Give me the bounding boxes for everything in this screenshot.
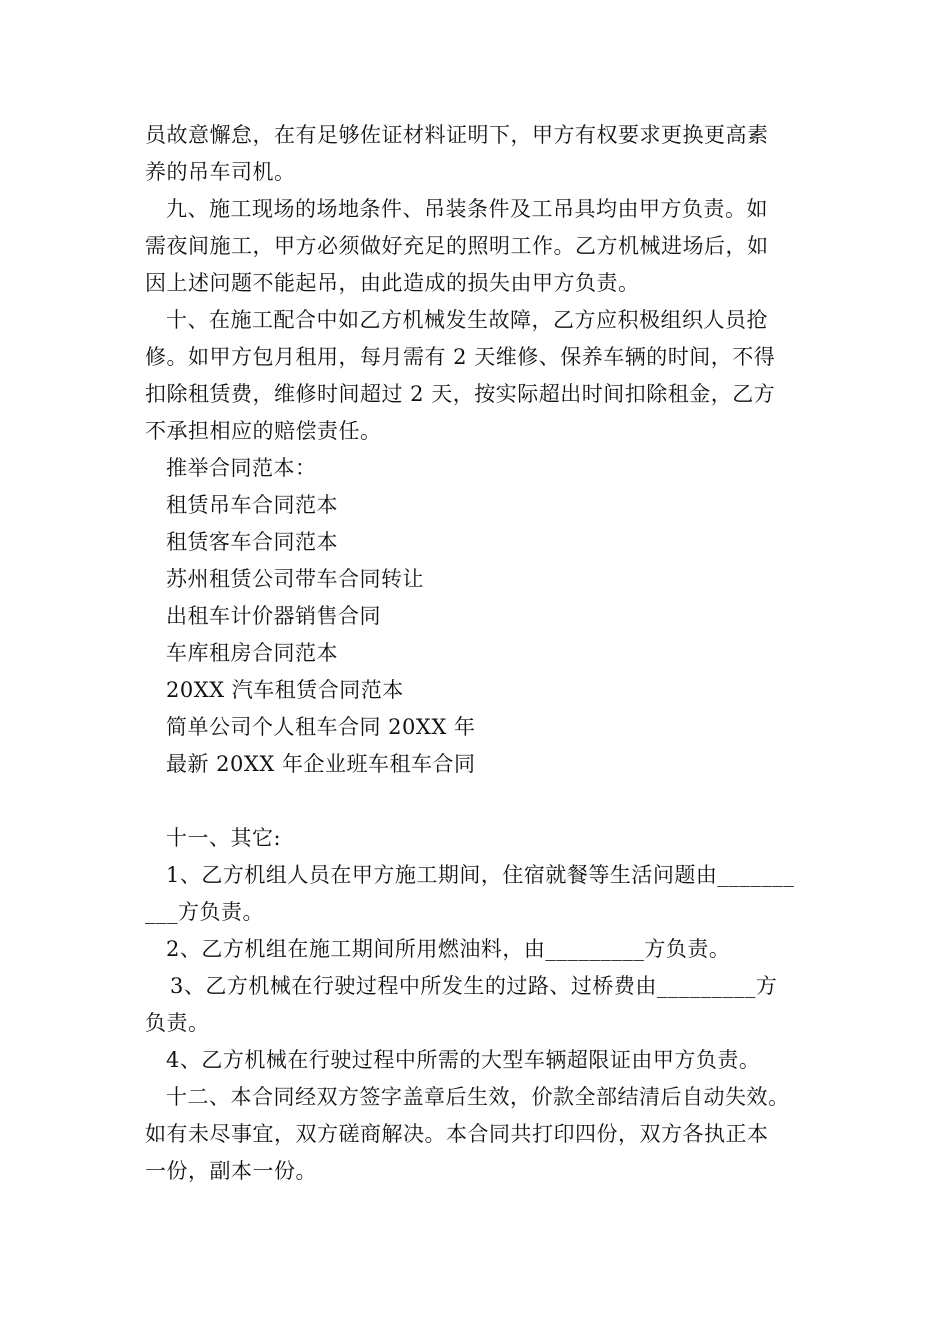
- clause-ten-line-4: 不承担相应的赔偿责任。: [145, 419, 382, 443]
- recommended-template-link[interactable]: 苏州租赁公司带车合同转让: [166, 567, 424, 591]
- recommended-template-link[interactable]: 租赁吊车合同范本: [166, 493, 338, 517]
- clause-ten-line-1: 十、在施工配合中如乙方机械发生故障，乙方应积极组织人员抢: [166, 308, 768, 332]
- recommended-template-link[interactable]: 出租车计价器销售合同: [166, 604, 381, 628]
- clause-twelve-line-1: 十二、本合同经双方签字盖章后生效，价款全部结清后自动失效。: [166, 1085, 790, 1109]
- clause-eight-continuation-line-2: 养的吊车司机。: [145, 160, 296, 184]
- clause-nine-line-1: 九、施工现场的场地条件、吊装条件及工吊具均由甲方负责。如: [166, 197, 768, 221]
- recommended-template-link[interactable]: 租赁客车合同范本: [166, 530, 338, 554]
- clause-eleven-item-2: 2、乙方机组在施工期间所用燃油料，由_________方负责。: [166, 937, 731, 961]
- recommended-template-link[interactable]: 20XX 汽车租赁合同范本: [166, 678, 404, 702]
- clause-twelve-line-2: 如有未尽事宜，双方磋商解决。本合同共打印四份，双方各执正本: [145, 1122, 769, 1146]
- clause-eleven-item-1-line-2: ___方负责。: [145, 900, 264, 924]
- clause-eleven-item-3-line-1: 3、乙方机械在行驶过程中所发生的过路、过桥费由_________方: [170, 974, 778, 998]
- clause-eleven-item-3-line-2: 负责。: [145, 1011, 210, 1035]
- recommended-template-link[interactable]: 车库租房合同范本: [166, 641, 338, 665]
- clause-eleven-item-4: 4、乙方机械在行驶过程中所需的大型车辆超限证由甲方负责。: [166, 1048, 761, 1072]
- clause-eight-continuation-line-1: 员故意懈怠，在有足够佐证材料证明下，甲方有权要求更换更高素: [145, 123, 769, 147]
- recommended-template-link[interactable]: 简单公司个人租车合同 20XX 年: [166, 715, 476, 739]
- document-body: [145, 117, 820, 1190]
- clause-ten-line-3: 扣除租赁费，维修时间超过 2 天，按实际超出时间扣除租金，乙方: [145, 382, 776, 406]
- clause-ten-line-2: 修。如甲方包月租用，每月需有 2 天维修、保养车辆的时间，不得: [145, 345, 776, 369]
- clause-eleven-item-1-line-1: 1、乙方机组人员在甲方施工期间，住宿就餐等生活问题由_______: [166, 863, 795, 887]
- clause-eleven-heading: 十一、其它:: [166, 826, 282, 850]
- clause-nine-line-2: 需夜间施工，甲方必须做好充足的照明工作。乙方机械进场后，如: [145, 234, 769, 258]
- clause-twelve-line-3: 一份，副本一份。: [145, 1159, 317, 1183]
- clause-nine-line-3: 因上述问题不能起吊，由此造成的损失由甲方负责。: [145, 271, 640, 295]
- recommended-templates-heading: 推举合同范本：: [166, 456, 317, 480]
- recommended-template-link[interactable]: 最新 20XX 年企业班车租车合同: [166, 752, 476, 776]
- paragraph-gap: [145, 783, 820, 820]
